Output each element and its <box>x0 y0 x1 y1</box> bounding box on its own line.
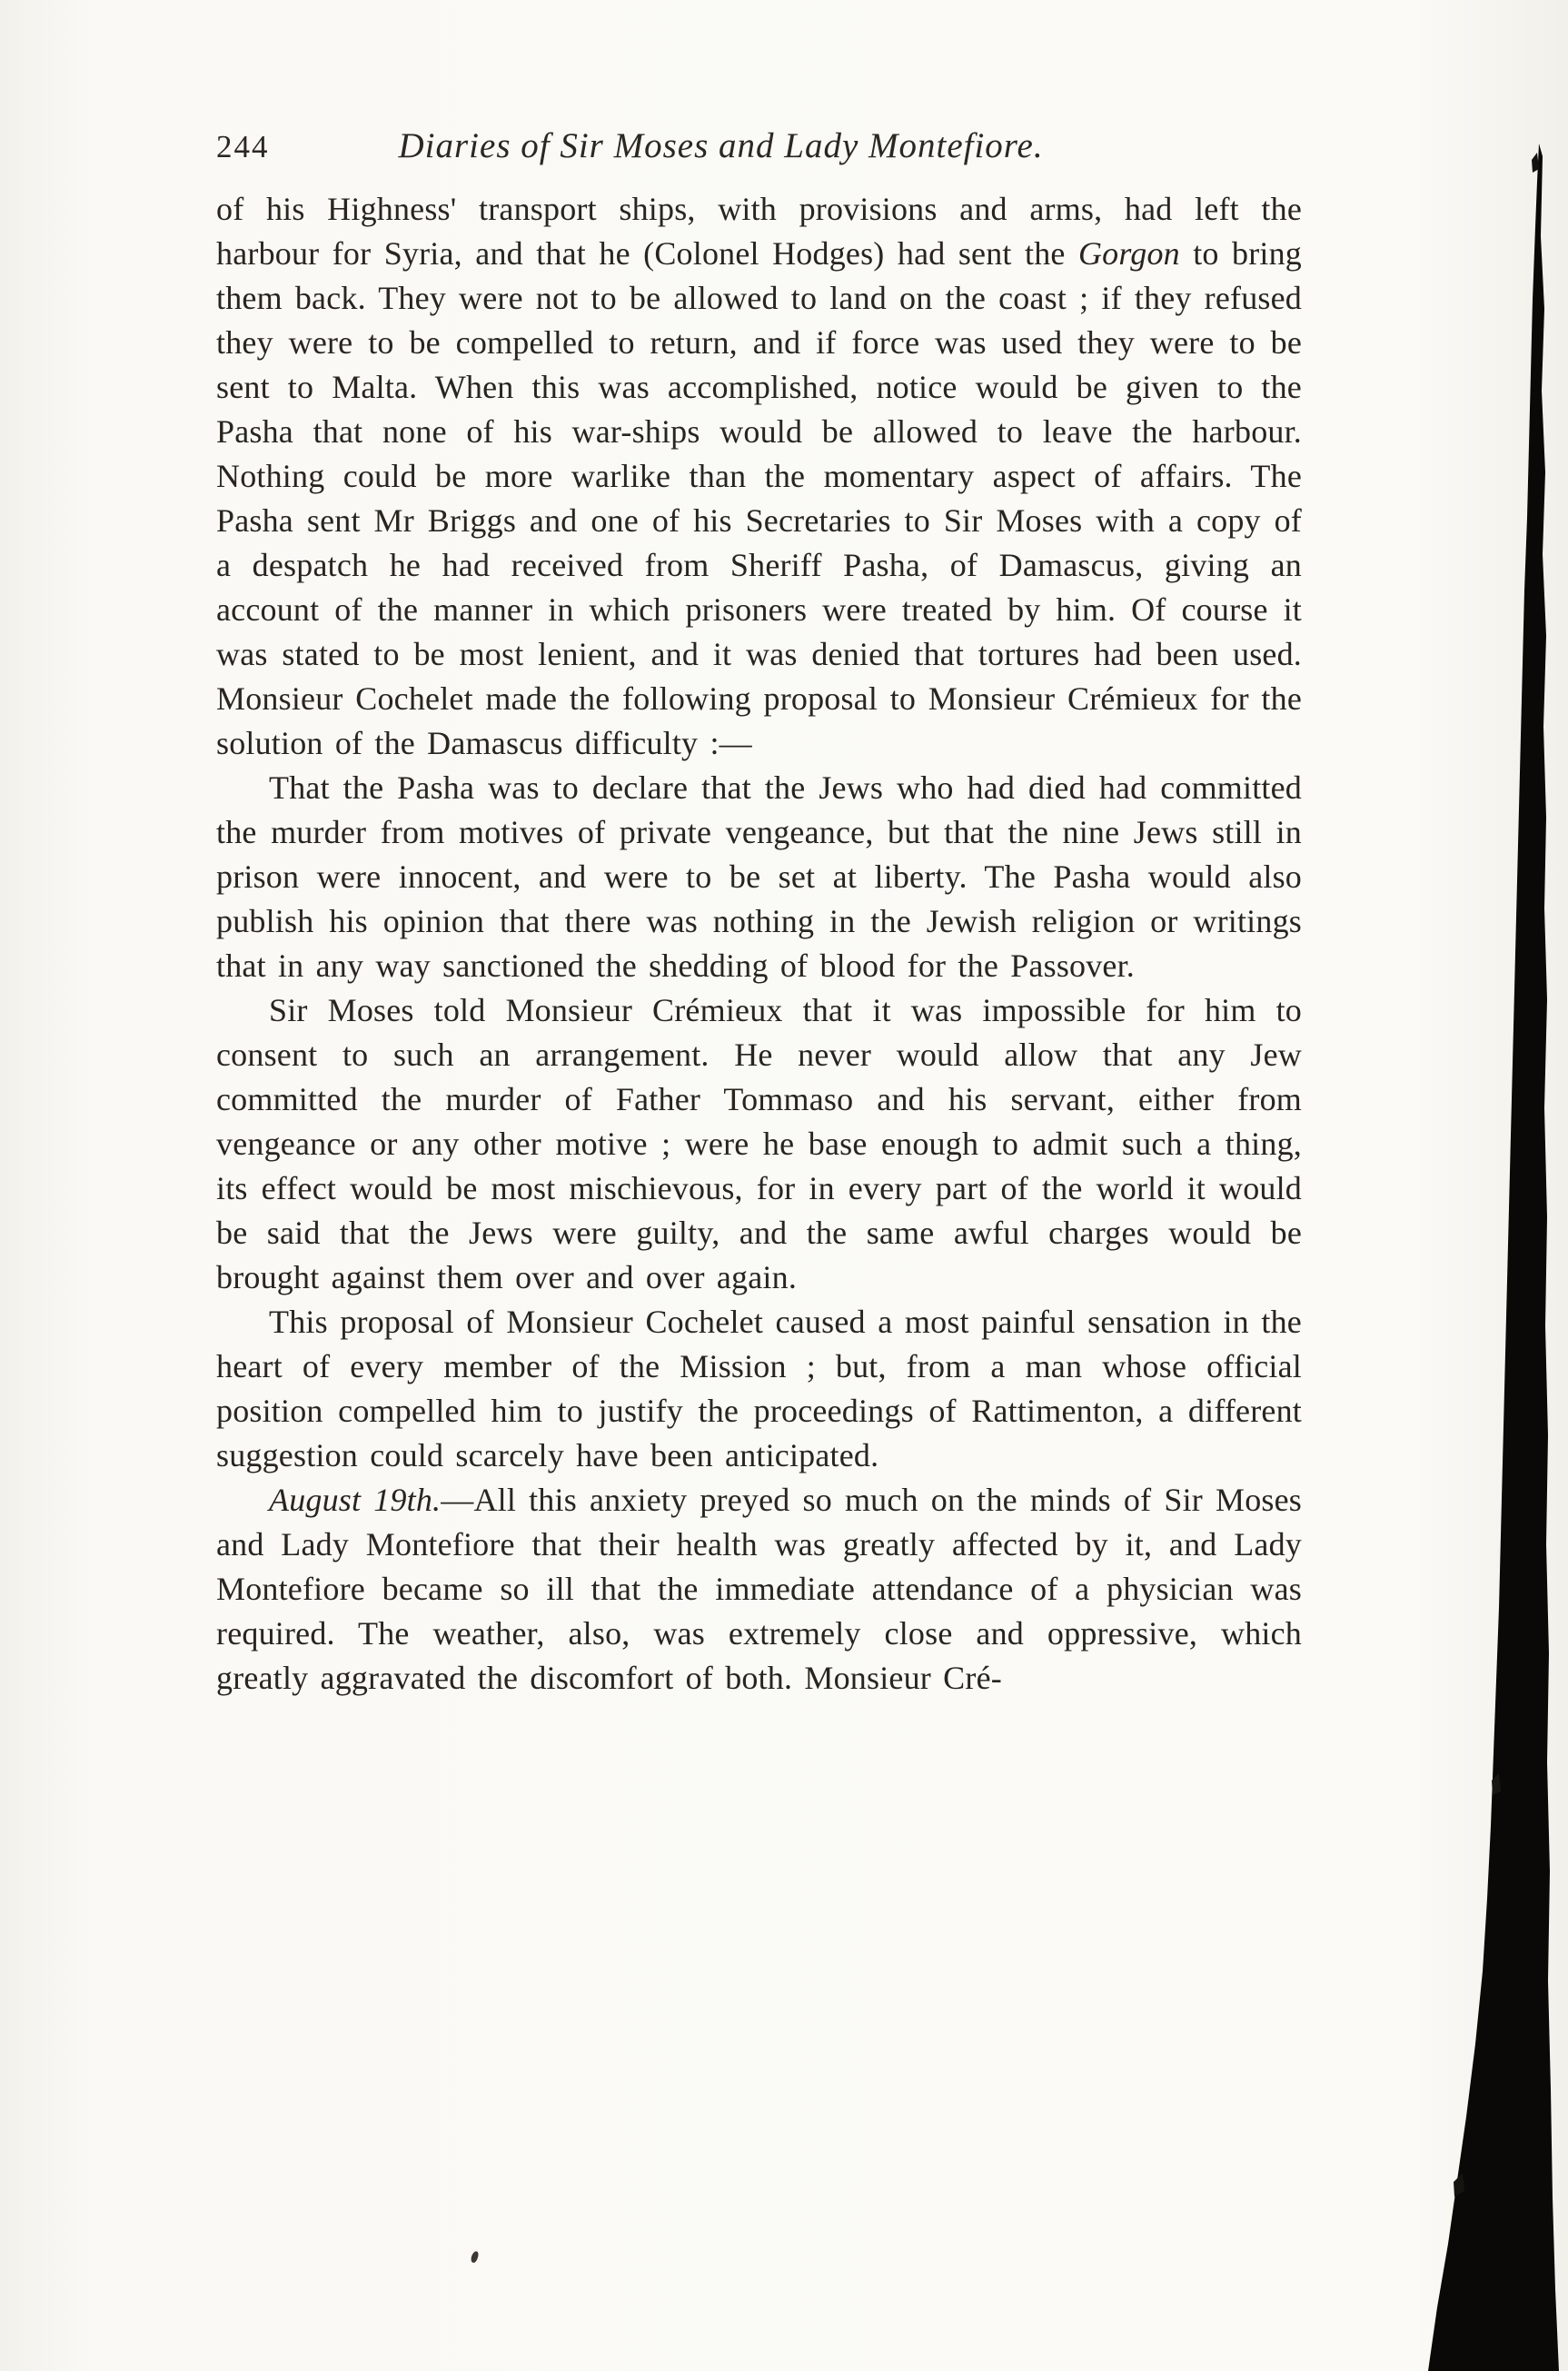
scan-edge-artifact <box>1404 0 1568 2371</box>
text-segment: That the Pasha was to declare that the Jews who had died had committed the murder from motives of private vengeance, but that the nine Jews still in prison were innocent, and were to be set at liberty. The Pasha would also publish his opinion that there was nothing in the Jewish religion or writings that in any way sanctioned the shedding of blood for the Passover. <box>216 769 1302 984</box>
text-segment: This proposal of Monsieur Cochelet caused a most painful sensation in the heart of every member of the Mission ; but, from a man whose official position compelled him to justify the proceedings of Rattimenton, a different suggestion could scarcely have been anticipated. <box>216 1304 1302 1473</box>
page-header <box>216 125 1302 166</box>
italic-text: August 19th. <box>269 1482 442 1518</box>
running-title: Diaries of Sir Moses and Lady Montefiore. <box>398 126 1044 165</box>
paragraph <box>216 1478 1302 1701</box>
ink-speck <box>471 2250 480 2263</box>
scan-edge-shape <box>1428 144 1559 2371</box>
text-segment: to bring them back. They were not to be allowed to land on the coast ; if they refused they were to be compelled to return, and if force was used they were to be sent to Malta. When this was accomplished, notice would be given to the Pasha that none of his war-ships would be allowed to leave the harbour. Nothing could be more warlike than the momentary aspect of affairs. The Pasha sent Mr Briggs and one of his Secretaries to Sir Moses with a copy of a despatch he had received from Sheriff Pasha, of Damascus, giving an account of the manner in which prisoners were treated by him. Of course it was stated to be most lenient, and it was denied that tortures had been used. Monsieur Cochelet made the following proposal to Monsieur Crémieux for the solution of the Damascus difficulty :— <box>216 235 1302 761</box>
paragraph <box>216 1300 1302 1478</box>
text-segment: —All this anxiety preyed so much on the minds of Sir Moses and Lady Montefiore that their health was greatly affected by it, and Lady Montefiore became so ill that the immediate attendance of a physician was required. The weather, also, was extremely close and oppressive, which greatly aggravated the discomfort of both. Monsieur Cré- <box>216 1482 1303 1696</box>
paragraph <box>216 187 1302 766</box>
text-segment: of his Highness' transport ships, with provisions and arms, had left the harbour for Syria, and that he (Colonel Hodges) had sent the <box>216 191 1302 272</box>
paragraph <box>216 766 1302 988</box>
body-text <box>216 187 1302 1701</box>
page-number: 244 <box>216 129 270 164</box>
text-segment: Sir Moses told Monsieur Crémieux that it was impossible for him to consent to such an arrangement. He never would allow that any Jew committed the murder of Father Tommaso and his servant, either from vengeance or any other motive ; were he base enough to admit such a thing, its effect would be most mischievous, for in every part of the world it would be said that the Jews were guilty, and the same awful charges would be brought against them over and over again. <box>216 992 1302 1295</box>
paragraph <box>216 988 1302 1300</box>
italic-text: Gorgon <box>1077 235 1180 272</box>
